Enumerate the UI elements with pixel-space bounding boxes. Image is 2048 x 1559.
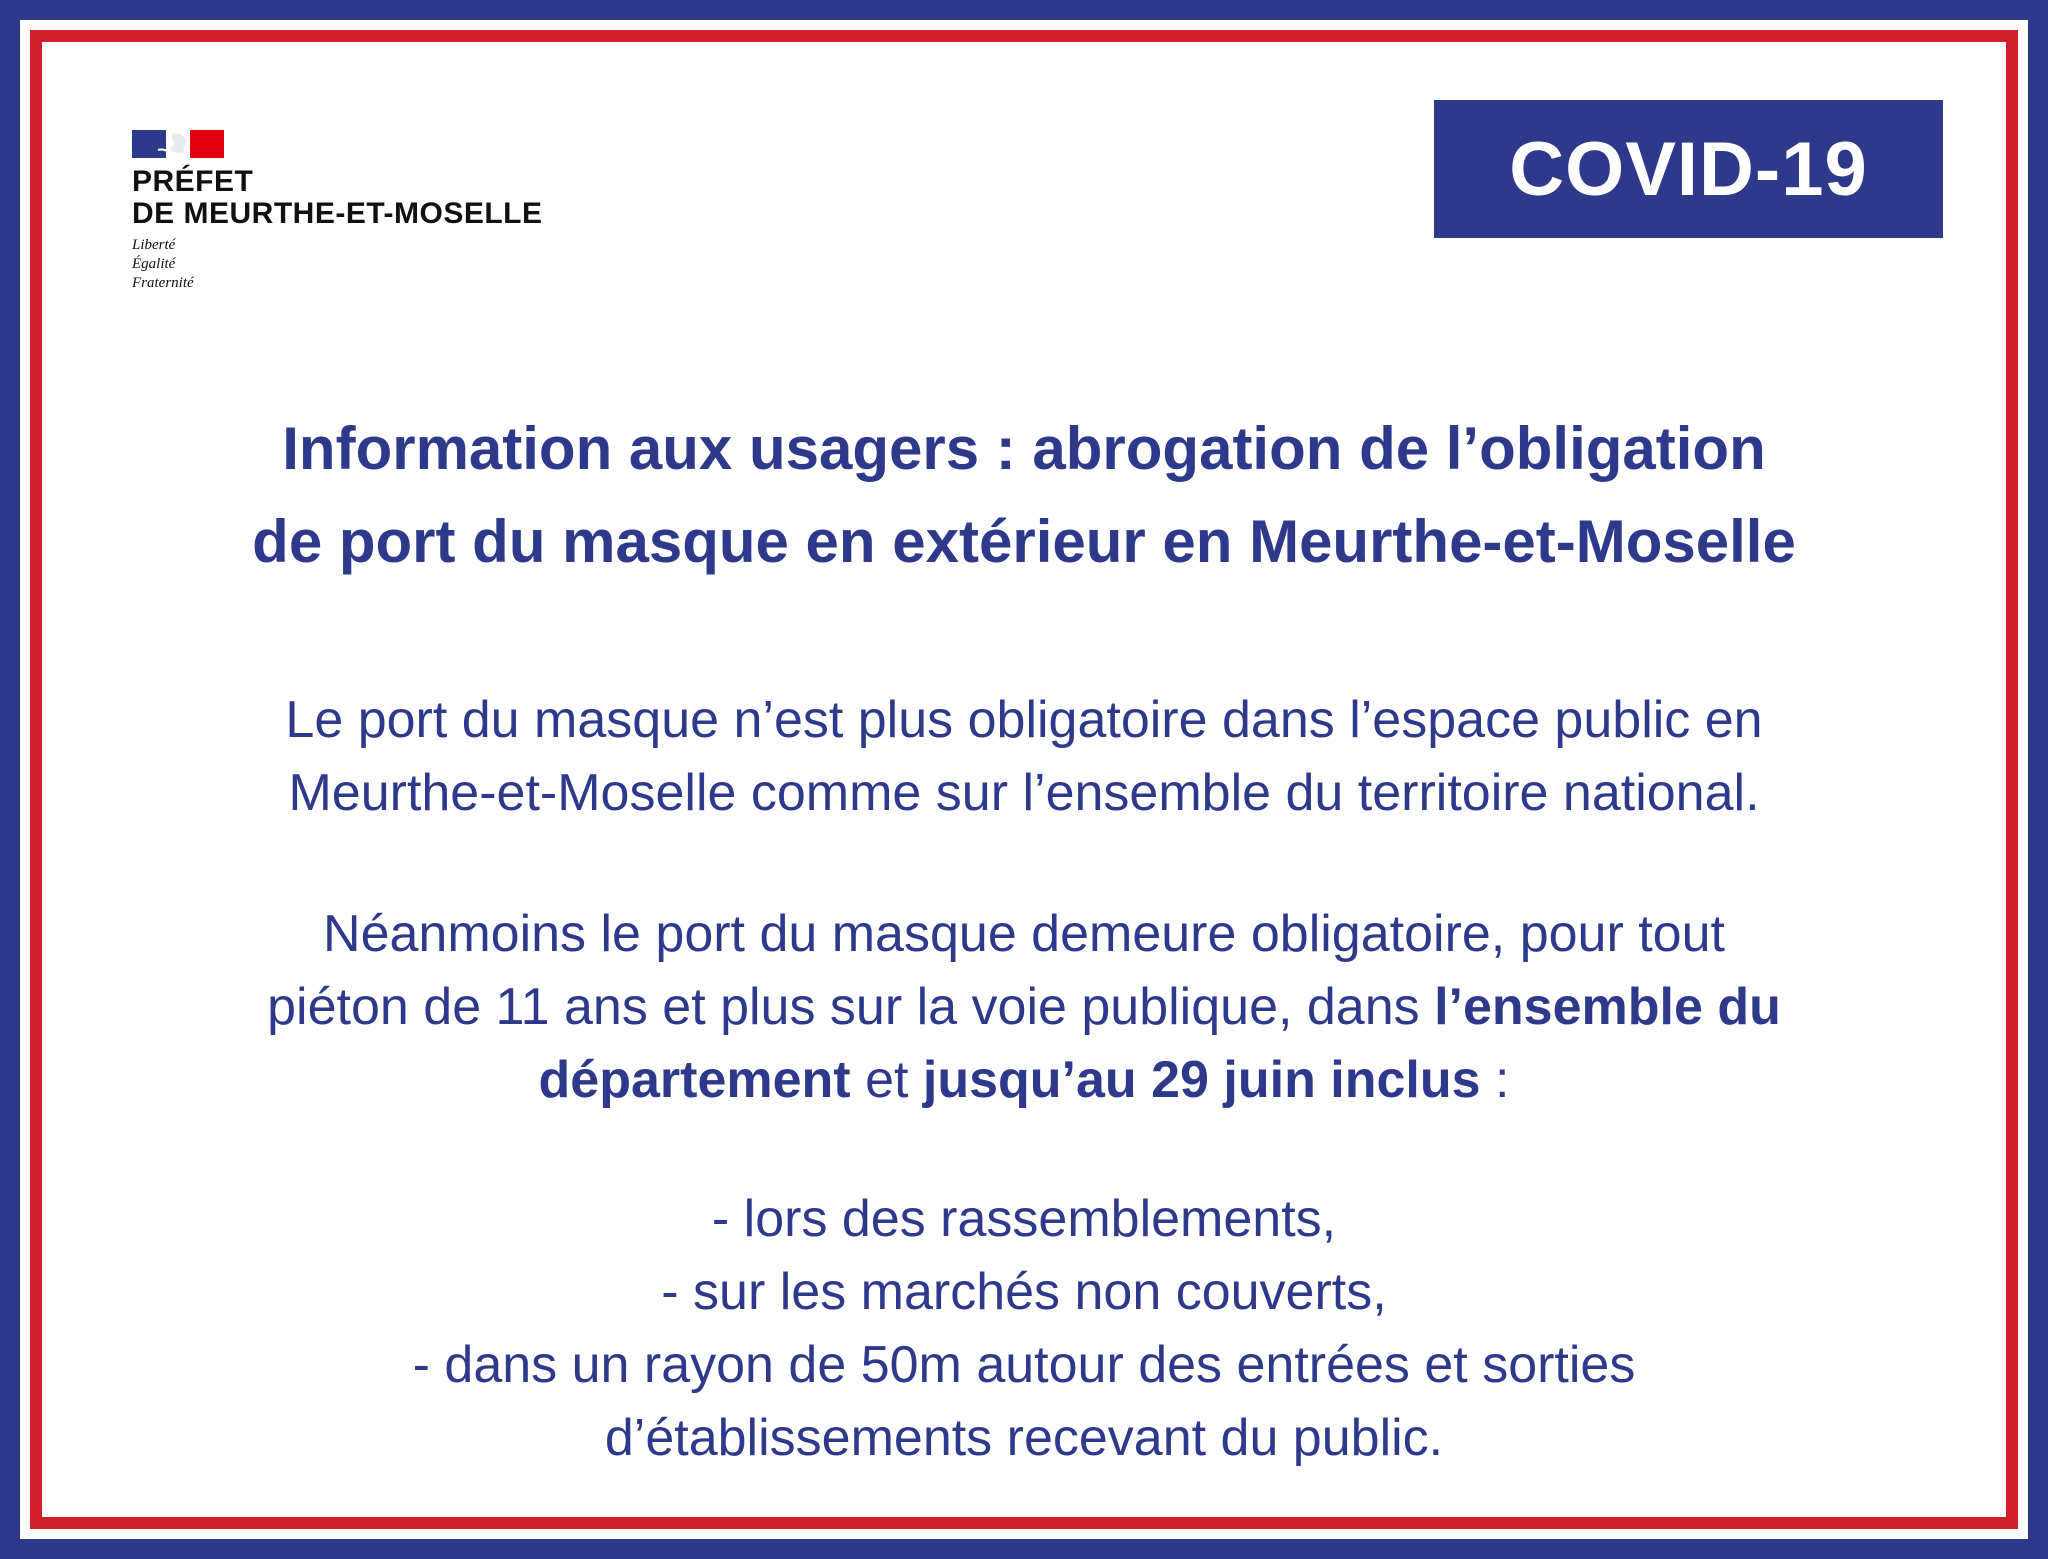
paragraph-mask-not-mandatory	[60, 684, 1988, 830]
paragraph2-line-2-text: piéton de 11 ans et plus sur la voie publique, dans	[267, 978, 1435, 1036]
motto-fraternite: Fraternité	[132, 275, 194, 291]
list-item: d’établissements recevant du public.	[604, 1409, 1444, 1467]
prefect-line-1: PRÉFET	[132, 165, 254, 198]
paragraph2-line-2	[60, 971, 1988, 1044]
paragraph1-line-2: Meurthe-et-Moselle comme sur l’ensemble du territoire national.	[288, 764, 1760, 822]
list-item: - sur les marchés non couverts,	[661, 1263, 1387, 1321]
covid-badge: COVID-19	[1434, 100, 1943, 238]
motto-liberte: Liberté	[132, 237, 176, 253]
page-title	[60, 402, 1988, 588]
paragraph2-line-3	[60, 1044, 1988, 1117]
prefect-title	[132, 166, 543, 230]
emphasis-whole-department: l’ensemble du	[1434, 978, 1781, 1036]
paragraph2-connector: et	[850, 1051, 923, 1109]
conditions-list	[60, 1183, 1988, 1475]
list-item: - dans un rayon de 50m autour des entrées et sorties	[412, 1336, 1636, 1394]
title-line-2: de port du masque en extérieur en Meurthe-et-Moselle	[252, 508, 1796, 575]
list-item: - lors des rassemblements,	[711, 1190, 1337, 1248]
paragraph-mask-still-mandatory	[60, 898, 1988, 1117]
title-line-1: Information aux usagers : abrogation de l’obligation	[282, 415, 1766, 482]
prefecture-logo	[132, 130, 543, 293]
emphasis-department: département	[538, 1051, 851, 1109]
prefect-line-2: DE MEURTHE-ET-MOSELLE	[132, 197, 543, 230]
republic-motto	[132, 236, 543, 293]
paragraph1-line-1: Le port du masque n’est plus obligatoire dans l’espace public en	[285, 691, 1763, 749]
emphasis-deadline: jusqu’au 29 juin inclus	[922, 1051, 1481, 1109]
paragraph2-line-1: Néanmoins le port du masque demeure obligatoire, pour tout	[323, 905, 1725, 963]
motto-egalite: Égalité	[132, 256, 176, 272]
paragraph2-colon: :	[1480, 1051, 1510, 1109]
marianne-flag-logo	[132, 130, 224, 158]
